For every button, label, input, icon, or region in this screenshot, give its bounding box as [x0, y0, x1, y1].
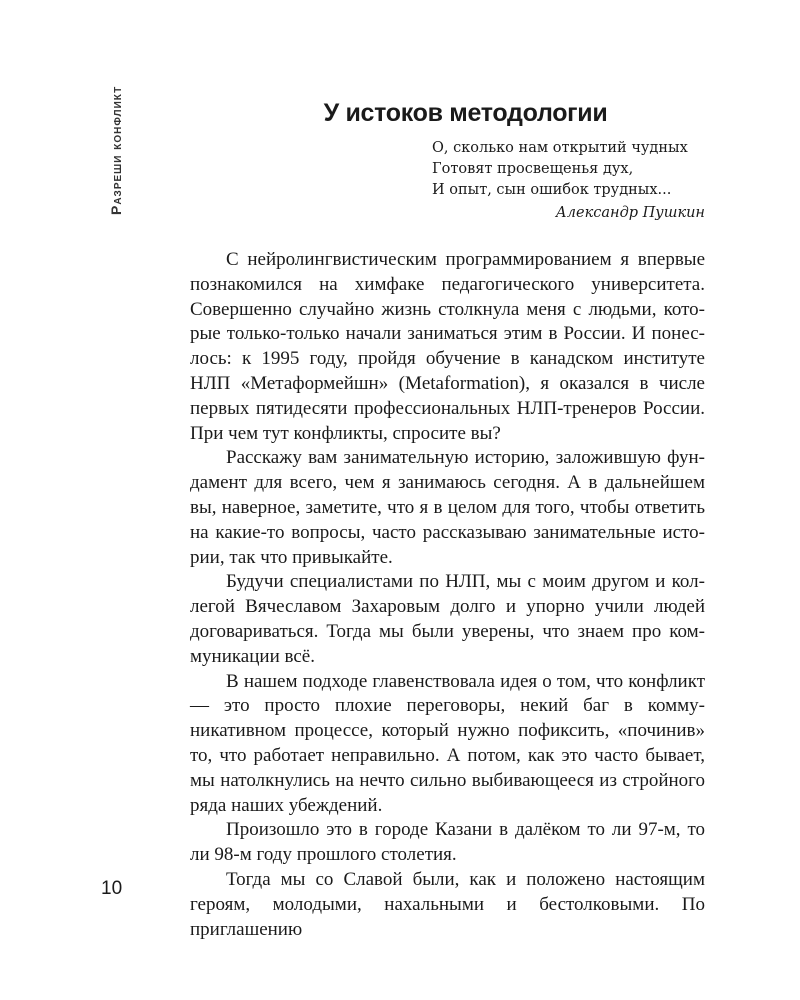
epigraph-line: Готовят просвещенья дух,: [432, 161, 634, 177]
running-head: Разреши конфликт: [108, 85, 124, 215]
epigraph-author: Александр Пушкин: [555, 205, 705, 221]
epigraph-line: О, сколько нам открытий чудных: [432, 140, 688, 156]
text-block: [190, 96, 705, 942]
epigraph: [190, 138, 705, 224]
chapter-title: У истоков методологии: [323, 99, 608, 127]
paragraph: С нейролингвистическим программированием я впервые познакомился на химфаке педагогического университета. Совершенно случайно жизнь столкнула меня с людьми, которые только-только начали заниматься этим в России. И понеслось: к 1995 году, пройдя обучение в канадском институте НЛП «Метаформейшн» (Metaformation), я оказался в числе первых пятидесяти профессиональных НЛП-тренеров России. При чем тут конфликты, спросите вы?: [190, 249, 705, 444]
body-text: [190, 248, 705, 942]
paragraph: В нашем подходе главенствовала идея о том, что конфликт — это просто плохие переговоры, некий баг в коммуникативном процессе, который нужно пофиксить, «починив» то, что работает неправильно. А потом, как это часто бывает, мы натолкнулись на нечто сильно выбивающееся из стройного ряда наших убеждений.: [190, 670, 705, 816]
paragraph: Расскажу вам занимательную историю, заложившую фундамент для всего, чем я занимаюсь сегодня. А в дальнейшем вы, наверное, заметите, что я в целом для того, чтобы ответить на какие-то вопросы, часто рассказываю занимательные истории, так что привыкайте.: [190, 447, 705, 568]
epigraph-line: И опыт, сын ошибок трудных...: [432, 182, 672, 198]
paragraph: Произошло это в городе Казани в далёком то ли 97-м, то ли 98-м году прошлого столетия.: [190, 819, 705, 866]
page-number: 10: [101, 878, 123, 899]
paragraph: Будучи специалистами по НЛП, мы с моим другом и коллегой Вячеславом Захаровым долго и упорно учили людей договариваться. Тогда мы были уверены, что знаем про коммуникации всё.: [190, 571, 705, 667]
paragraph: Тогда мы со Славой были, как и положено настоящим героям, молодыми, нахальными и бестолковыми. По приглашению: [190, 868, 705, 940]
